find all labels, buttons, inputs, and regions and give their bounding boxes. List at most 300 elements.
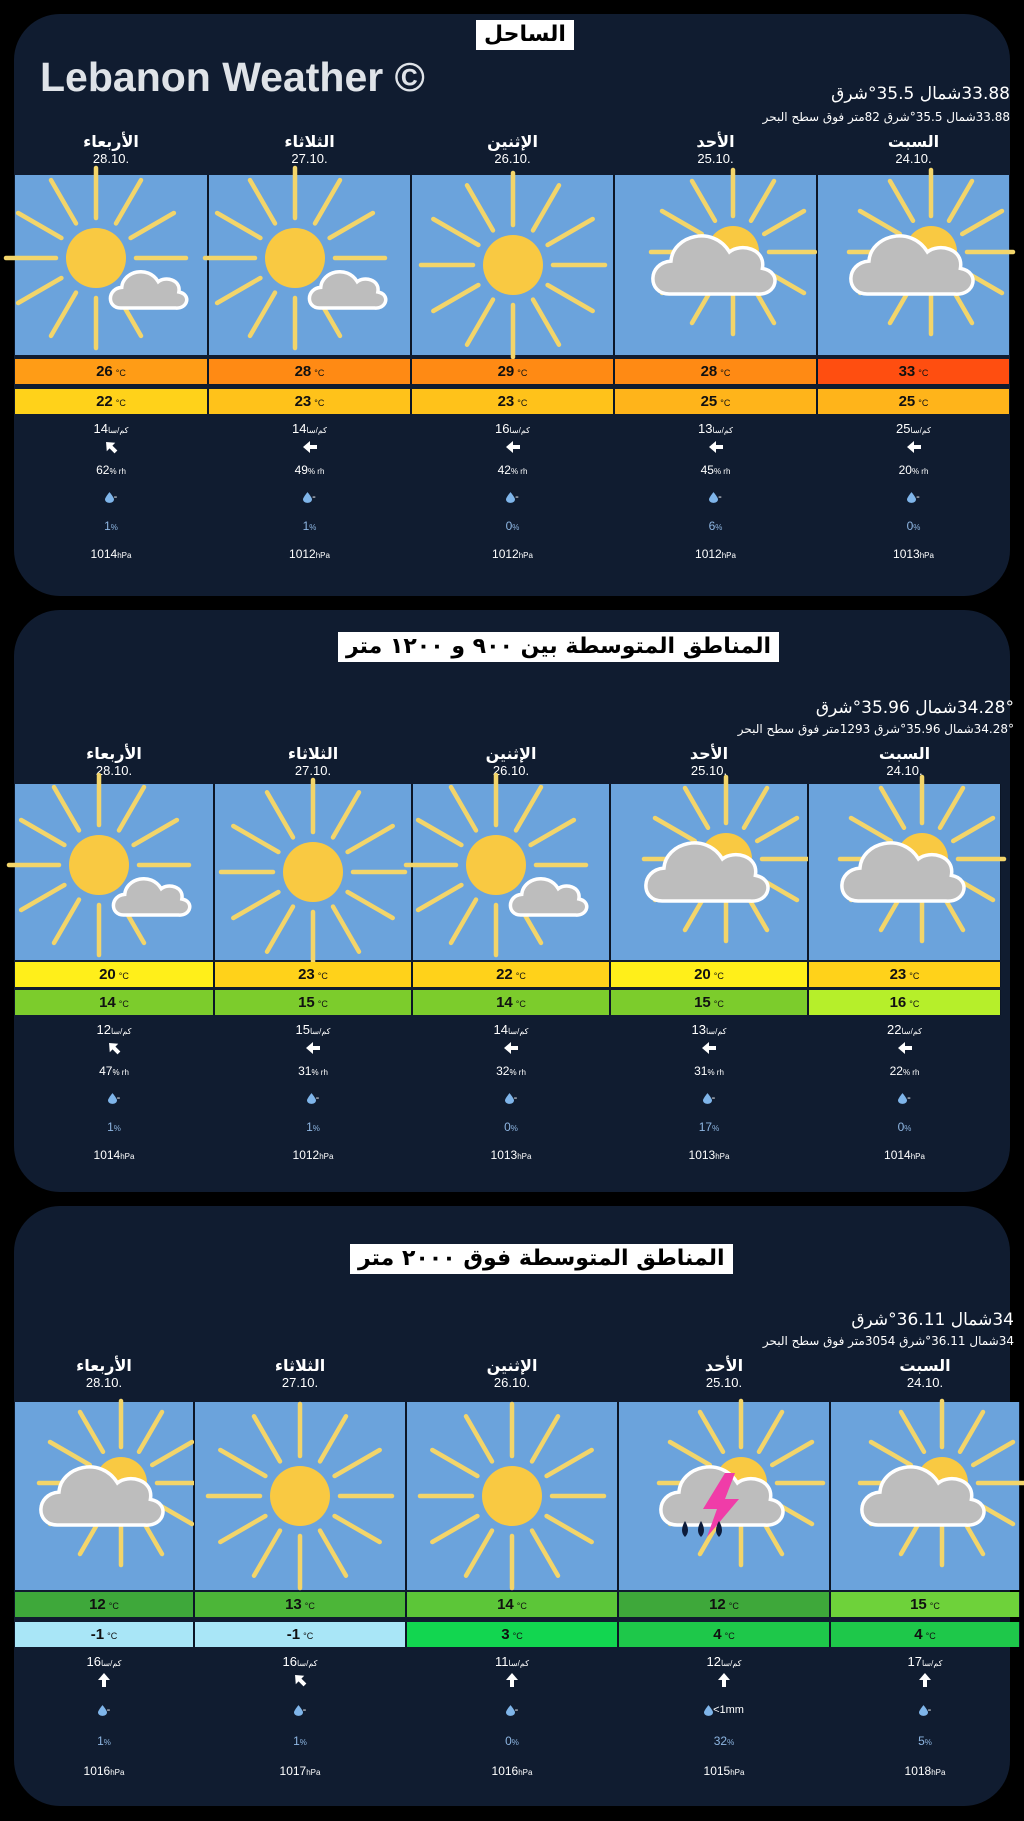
wind-unit: كم/سا (901, 1027, 922, 1036)
probability-value: 0 (505, 1734, 512, 1748)
wind-unit: كم/سا (910, 426, 931, 435)
max-temp-bar (14, 1592, 194, 1617)
pressure (194, 1764, 406, 1778)
precipitation (817, 491, 1010, 503)
raindrop-icon (294, 1704, 303, 1716)
weather-icon-box (208, 175, 411, 355)
temp-unit: °C (512, 1631, 523, 1641)
wind-unit: كم/سا (509, 426, 530, 435)
wind-speed-value: 22 (887, 1022, 902, 1037)
wind-unit: كم/سا (100, 1659, 122, 1668)
app-title: Lebanon Weather © (40, 54, 425, 100)
humidity-unit: % rh (713, 467, 731, 476)
humidity-unit: % rh (307, 467, 325, 476)
region-title: المناطق المتوسطة بين ٩٠٠ و ١٢٠٠ متر (338, 632, 779, 662)
probability-value: 1 (302, 519, 310, 533)
precipitation (618, 1704, 830, 1716)
temp-unit: °C (515, 999, 526, 1009)
max-temp-bar (817, 359, 1010, 384)
forecast-day-column (406, 1206, 618, 1806)
min-temp-bar (808, 990, 1001, 1015)
wind-direction-arrow-icon (302, 439, 318, 455)
raindrop-icon (98, 1704, 107, 1716)
humidity (610, 1064, 808, 1078)
probability-value: 0 (505, 519, 513, 533)
weather-icon-box (614, 175, 817, 355)
probability-unit: % (715, 523, 723, 532)
temp-unit: °C (317, 971, 328, 981)
wind-unit: كم/سا (110, 1027, 132, 1036)
precipitation (14, 1704, 194, 1716)
min-temp-bar (614, 389, 817, 414)
humidity-unit: % rh (902, 1068, 920, 1077)
probability-unit: % (510, 1124, 518, 1133)
min-temp: -1 (90, 1626, 105, 1643)
day-name: السبت (899, 1356, 951, 1375)
precip-value: - (315, 1092, 320, 1104)
precipitation (614, 491, 817, 503)
temp-unit: °C (517, 398, 528, 408)
wind-speed (618, 1654, 830, 1669)
pressure-unit: hPa (919, 551, 934, 560)
pressure-unit: hPa (117, 551, 132, 560)
pressure (406, 1764, 618, 1778)
wind-direction-arrow-icon (103, 439, 119, 455)
forecast-day-column (14, 610, 214, 1192)
weather-icon-box (412, 784, 610, 960)
max-temp: 28 (294, 363, 312, 380)
probability-value: 5 (918, 1734, 925, 1748)
wind-speed (412, 1022, 610, 1037)
weather-icon-box (194, 1402, 406, 1590)
min-temp-bar (412, 990, 610, 1015)
wind-direction-arrow-icon (906, 439, 922, 455)
pressure-value: 1018 (904, 1764, 932, 1778)
min-temp-bar (411, 389, 614, 414)
min-temp: -1 (286, 1626, 301, 1643)
day-date: 24.10. (886, 763, 923, 778)
precip-probability (618, 1734, 830, 1748)
day-date: 26.10. (492, 763, 530, 778)
humidity-value: 20 (898, 463, 912, 477)
precip-value: - (302, 1704, 307, 1716)
pressure-value: 1012 (292, 1148, 320, 1162)
max-temp-bar (808, 962, 1001, 987)
precip-probability (411, 519, 614, 533)
pressure-unit: hPa (518, 1768, 533, 1777)
wind-direction-arrow-icon (504, 1672, 520, 1688)
precip-probability (14, 1734, 194, 1748)
temp-unit: °C (118, 999, 129, 1009)
wind-direction-arrow-icon (503, 1040, 519, 1056)
precip-value: - (312, 491, 316, 503)
probability-value: 1 (306, 1120, 313, 1134)
temp-unit: °C (304, 1601, 315, 1611)
coordinates: 34.28°شمال 35.96°شرق (815, 698, 1014, 718)
day-name: السبت (887, 132, 940, 151)
humidity-unit: % rh (311, 1068, 328, 1077)
temp-unit: °C (713, 971, 724, 981)
humidity-unit: % rh (109, 467, 126, 476)
day-name: الأربعاء (86, 744, 142, 763)
temp-unit: °C (909, 971, 920, 981)
weather-icon-box (610, 784, 808, 960)
day-name: الإثنين (487, 132, 538, 151)
probability-unit: % (727, 1738, 735, 1747)
min-temp: 14 (99, 994, 116, 1011)
temp-unit: °C (115, 368, 126, 378)
precip-probability (194, 1734, 406, 1748)
humidity (214, 1064, 412, 1078)
max-temp-bar (411, 359, 614, 384)
coordinates: 33.88شمال 35.5°شرق (831, 84, 1010, 104)
precip-value: - (113, 491, 118, 503)
day-name: الأربعاء (76, 1356, 132, 1375)
probability-unit: % (712, 1124, 720, 1133)
humidity-unit: % rh (510, 467, 528, 476)
pressure-unit: hPa (120, 1152, 135, 1161)
region-title: المناطق المتوسطة فوق ٢٠٠٠ متر (350, 1244, 733, 1274)
forecast-day-column (411, 14, 614, 596)
pressure (817, 547, 1010, 561)
pressure-unit: hPa (910, 1152, 925, 1161)
probability-value: 0 (906, 519, 914, 533)
precip-value: - (116, 1092, 121, 1104)
pressure-unit: hPa (518, 551, 533, 560)
humidity-unit: % rh (911, 467, 929, 476)
probability-value: 17 (698, 1120, 713, 1134)
precipitation (411, 491, 614, 503)
forecast-day-column (610, 610, 808, 1192)
day-name: الأربعاء (83, 132, 139, 151)
humidity-value: 47 (99, 1064, 113, 1078)
humidity-value: 31 (298, 1064, 312, 1078)
pressure-unit: hPa (517, 1152, 532, 1161)
pressure-value: 1013 (893, 547, 920, 561)
max-temp-bar (830, 1592, 1020, 1617)
humidity-value: 22 (889, 1064, 903, 1078)
wind-speed-value: 16 (282, 1654, 297, 1669)
wind-speed (14, 1022, 214, 1037)
forecast-day-column (808, 610, 1001, 1192)
wind-speed-value: 16 (86, 1654, 101, 1669)
max-temp: 22 (496, 966, 513, 983)
max-temp-bar (14, 962, 214, 987)
min-temp-bar (14, 389, 208, 414)
wind-speed (14, 421, 208, 436)
forecast-day-column (14, 1206, 194, 1806)
pressure-value: 1015 (703, 1764, 731, 1778)
wind-speed-value: 13 (691, 1022, 706, 1037)
precipitation (412, 1092, 610, 1104)
wind-speed (194, 1654, 406, 1669)
precip-probability (830, 1734, 1020, 1748)
forecast-day-column (14, 14, 208, 596)
pressure-unit: hPa (110, 1768, 125, 1777)
day-date: 25.10. (697, 151, 734, 166)
min-temp-bar (618, 1622, 830, 1647)
wind-unit: كم/سا (296, 1659, 318, 1668)
precip-probability (14, 1120, 214, 1134)
raindrop-icon (108, 1092, 117, 1104)
probability-unit: % (904, 1124, 912, 1133)
humidity (14, 463, 208, 477)
weather-icon-box (14, 175, 208, 355)
humidity-unit: % rh (112, 1068, 129, 1077)
min-temp-bar (194, 1622, 406, 1647)
precip-probability (412, 1120, 610, 1134)
min-temp-bar (406, 1622, 618, 1647)
day-date: 27.10. (291, 151, 328, 166)
precip-probability (208, 519, 411, 533)
min-temp: 15 (694, 994, 711, 1011)
wind-speed-value: 15 (295, 1022, 310, 1037)
max-temp-bar (208, 359, 411, 384)
pressure-unit: hPa (306, 1768, 321, 1777)
min-temp: 25 (700, 393, 718, 410)
pressure-value: 1017 (279, 1764, 307, 1778)
pressure-unit: hPa (315, 551, 330, 560)
weather-icon-box (14, 784, 214, 960)
temp-unit: °C (724, 1631, 735, 1641)
probability-unit: % (113, 1124, 121, 1133)
humidity (614, 463, 817, 477)
wind-unit: كم/سا (309, 1027, 331, 1036)
max-temp: 29 (497, 363, 515, 380)
max-temp: 28 (700, 363, 718, 380)
probability-unit: % (511, 1738, 519, 1747)
precipitation (194, 1704, 406, 1716)
forecast-day-column (214, 610, 412, 1192)
precipitation (14, 491, 208, 503)
precip-value: - (513, 1092, 518, 1104)
temp-unit: °C (918, 398, 929, 408)
humidity-value: 62 (96, 463, 110, 477)
probability-unit: % (299, 1738, 307, 1747)
probability-value: 1 (293, 1734, 300, 1748)
day-name: السبت (878, 744, 931, 763)
max-temp-bar (618, 1592, 830, 1617)
wind-speed (411, 421, 614, 436)
temp-unit: °C (317, 999, 328, 1009)
day-date: 27.10. (281, 1375, 319, 1390)
day-name: الثلاثاء (284, 132, 335, 151)
humidity-value: 31 (694, 1064, 708, 1078)
temp-unit: °C (115, 398, 126, 408)
humidity-value: 32 (496, 1064, 510, 1078)
probability-unit: % (924, 1738, 932, 1747)
pressure (412, 1148, 610, 1162)
wind-direction-arrow-icon (897, 1040, 913, 1056)
temp-unit: °C (516, 1601, 527, 1611)
temp-unit: °C (108, 1601, 119, 1611)
max-temp: 23 (298, 966, 315, 983)
precip-value: - (718, 491, 722, 503)
wind-speed (808, 1022, 1001, 1037)
min-temp-bar (14, 1622, 194, 1647)
pressure-value: 1013 (688, 1148, 716, 1162)
wind-unit: كم/سا (720, 1659, 742, 1668)
day-date: 28.10. (92, 151, 130, 166)
day-name: الثلاثاء (287, 744, 339, 763)
precipitation (830, 1704, 1020, 1716)
weather-icon-box (817, 175, 1010, 355)
precip-value: - (514, 1704, 519, 1716)
min-temp-bar (830, 1622, 1020, 1647)
temp-unit: °C (303, 1631, 314, 1641)
max-temp-bar (214, 962, 412, 987)
pressure (618, 1764, 830, 1778)
pressure-value: 1014 (93, 1148, 121, 1162)
pressure (208, 547, 411, 561)
temp-unit: °C (925, 1631, 936, 1641)
max-temp-bar (610, 962, 808, 987)
coordinates-elevation: 33.88شمال 35.5°شرق 82متر فوق سطح البحر (762, 110, 1010, 124)
min-temp-bar (610, 990, 808, 1015)
wind-speed-value: 14 (93, 421, 108, 436)
coordinates: 34شمال 36.11°شرق (851, 1310, 1014, 1330)
coordinates-elevation: 34شمال 36.11°شرق 3054متر فوق سطح البحر (762, 1334, 1014, 1348)
pressure-value: 1016 (83, 1764, 111, 1778)
precipitation (14, 1092, 214, 1104)
max-temp-bar (614, 359, 817, 384)
precip-value: - (916, 491, 920, 503)
max-temp-bar (14, 359, 208, 384)
pressure-unit: hPa (931, 1768, 946, 1777)
pressure-value: 1013 (490, 1148, 518, 1162)
max-temp-bar (412, 962, 610, 987)
precip-value: - (515, 491, 519, 503)
wind-direction-arrow-icon (96, 1672, 112, 1688)
day-date: 28.10. (85, 1375, 123, 1390)
forecast-day-column (208, 14, 411, 596)
temp-unit: °C (720, 398, 731, 408)
day-date: 26.10. (493, 1375, 531, 1390)
max-temp: 15 (910, 1596, 927, 1613)
probability-unit: % (103, 1738, 111, 1747)
temp-unit: °C (918, 368, 929, 378)
weather-icon-box (14, 1402, 194, 1590)
max-temp: 12 (89, 1596, 106, 1613)
max-temp: 20 (694, 966, 711, 983)
min-temp-bar (208, 389, 411, 414)
pressure-unit: hPa (715, 1152, 730, 1161)
precip-probability (214, 1120, 412, 1134)
raindrop-icon (898, 1092, 907, 1104)
min-temp: 4 (713, 1626, 722, 1643)
wind-direction-arrow-icon (917, 1672, 933, 1688)
wind-unit: كم/سا (508, 1659, 529, 1668)
probability-value: 6 (708, 519, 716, 533)
pressure-value: 1012 (289, 547, 316, 561)
high-altitude-forecast-panel (14, 1206, 1014, 1806)
raindrop-icon (506, 491, 515, 503)
wind-speed-value: 13 (698, 421, 713, 436)
temp-unit: °C (909, 999, 920, 1009)
temp-unit: °C (118, 971, 129, 981)
wind-speed (208, 421, 411, 436)
wind-unit: كم/سا (712, 426, 733, 435)
precip-probability (610, 1120, 808, 1134)
max-temp: 12 (709, 1596, 726, 1613)
probability-value: 1 (107, 1120, 114, 1134)
weather-icon-box (406, 1402, 618, 1590)
wind-unit: كم/سا (921, 1659, 943, 1668)
pressure (610, 1148, 808, 1162)
wind-speed-value: 14 (292, 421, 307, 436)
max-temp: 26 (96, 363, 113, 380)
forecast-day-column (412, 610, 610, 1192)
pressure-value: 1016 (491, 1764, 519, 1778)
raindrop-icon (709, 491, 718, 503)
precip-value: - (106, 1704, 111, 1716)
forecast-day-column (830, 1206, 1020, 1806)
max-temp: 14 (497, 1596, 514, 1613)
day-date: 25.10. (690, 763, 728, 778)
forecast-day-column (817, 14, 1010, 596)
temp-unit: °C (515, 971, 526, 981)
day-name: الأحد (689, 744, 729, 763)
day-name: الأحد (704, 1356, 744, 1375)
pressure (614, 547, 817, 561)
min-temp: 16 (889, 994, 907, 1011)
wind-direction-arrow-icon (305, 1040, 321, 1056)
raindrop-icon (307, 1092, 316, 1104)
humidity (817, 463, 1010, 477)
humidity (14, 1064, 214, 1078)
pressure-value: 1012 (695, 547, 722, 561)
weather-icon-box (808, 784, 1001, 960)
temp-unit: °C (314, 368, 325, 378)
forecast-day-column (614, 14, 817, 596)
probability-unit: % (512, 523, 520, 532)
max-temp: 20 (99, 966, 116, 983)
probability-value: 32 (713, 1734, 728, 1748)
probability-value: 0 (897, 1120, 905, 1134)
wind-speed (614, 421, 817, 436)
day-name: الإثنين (485, 744, 537, 763)
temp-unit: °C (713, 999, 724, 1009)
wind-unit: كم/سا (507, 1027, 529, 1036)
pressure (14, 1764, 194, 1778)
probability-value: 1 (97, 1734, 104, 1748)
wind-unit: كم/سا (705, 1027, 727, 1036)
min-temp: 23 (294, 393, 312, 410)
wind-unit: كم/سا (306, 426, 327, 435)
probability-unit: % (309, 523, 317, 532)
weather-icon-box (411, 175, 614, 355)
precip-value: - (907, 1092, 911, 1104)
precipitation (610, 1092, 808, 1104)
min-temp: 25 (898, 393, 916, 410)
min-temp: 14 (496, 994, 513, 1011)
precip-value: - (711, 1092, 716, 1104)
pressure (14, 547, 208, 561)
humidity-value: 49 (294, 463, 308, 477)
precip-probability (817, 519, 1010, 533)
wind-speed-value: 14 (493, 1022, 508, 1037)
day-date: 25.10. (705, 1375, 743, 1390)
region-title: الساحل (476, 20, 574, 50)
wind-direction-arrow-icon (708, 439, 724, 455)
raindrop-icon (919, 1704, 928, 1716)
precipitation (406, 1704, 618, 1716)
wind-speed (406, 1654, 618, 1669)
day-date: 26.10. (494, 151, 531, 166)
pressure-value: 1014 (884, 1148, 911, 1162)
wind-speed (610, 1022, 808, 1037)
forecast-day-column (194, 1206, 406, 1806)
